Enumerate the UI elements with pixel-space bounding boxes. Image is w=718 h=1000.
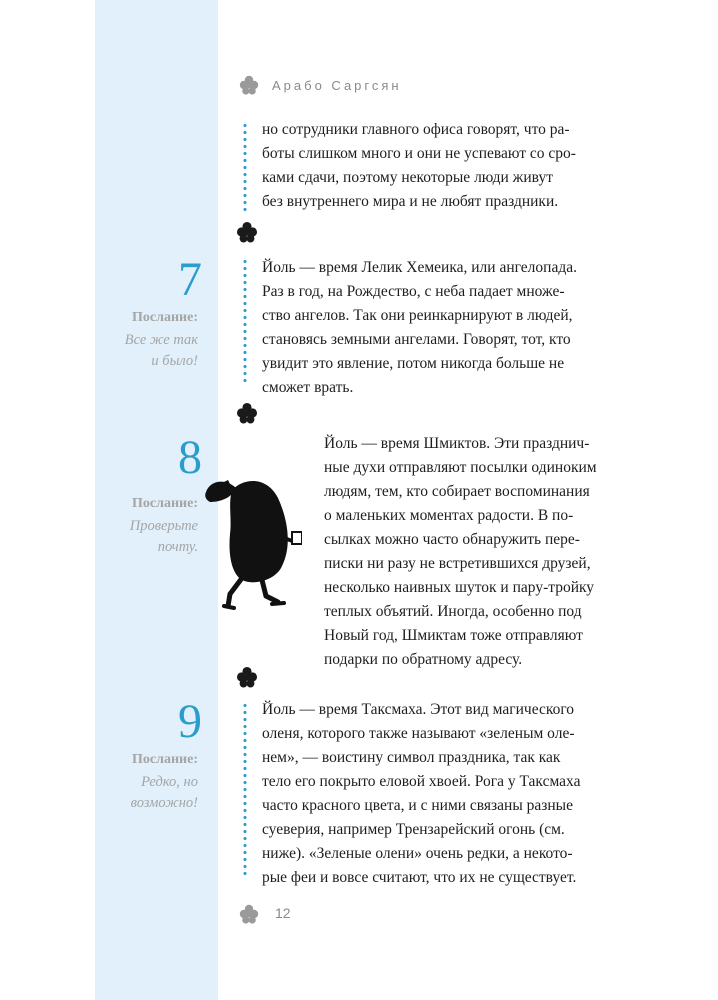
clover-divider-icon [235,401,259,425]
message-text: Проверьте почту. [129,518,198,555]
text-line: Йоль — время Лелик Хемеика, или ангелопада. [262,259,577,276]
text-line: но сотрудники главного офиса говорят, что ра- [262,121,570,138]
text-line: Йоль — время Шмиктов. Эти празднич- [324,435,590,452]
text-line: сылках можно часто обнаружить пере- [324,531,580,548]
message-text: Редко, но возможно! [130,774,198,811]
text-line: становясь земными ангелами. Говорят, тот, кто [262,331,571,348]
author-name: Арабо Саргсян [272,77,402,93]
text-line: ниже). «Зеленые олени» очень редки, а некото- [262,845,573,862]
text-line: нем», — воистину символ праздника, так как [262,749,561,766]
entry-paragraph [262,256,600,400]
text-line: оленя, которого также называют «зеленым оле- [262,725,575,742]
text-line: без внутреннего мира и не любят праздники. [262,193,559,210]
entry-paragraph [324,432,600,672]
message-text: Все же так и было! [124,332,198,369]
text-line: несколько наивных шуток и пару-тройку [324,579,595,596]
entry-number: 8 [178,431,202,484]
clover-icon [238,903,260,925]
text-line: рые феи и вовсе считают, что их не существует. [262,869,577,886]
text-line: Йоль — время Таксмаха. Этот вид магического [262,701,575,718]
intro-paragraph [262,118,600,214]
message-label: Послание: [132,310,198,325]
text-line: о маленьких моментах радости. В по- [324,507,574,524]
text-line: Новый год, Шмиктам тоже отправляют [324,627,583,644]
entry-number: 7 [178,253,202,306]
running-header [238,74,402,96]
text-line: сможет врать. [262,379,354,396]
text-line: Раз в год, на Рождество, с неба падает множе- [262,283,565,300]
text-line: теплых объятий. Иногда, особенно под [324,603,582,620]
shmikt-creature-illustration [202,476,302,611]
text-line: ство ангелов. Так они реинкарнируют в людей, [262,307,573,324]
text-line: суеверия, например Трензарейский огонь (см. [262,821,565,838]
text-line: увидит это явление, потом никогда больше не [262,355,565,372]
text-line: тело его покрыто еловой хвоей. Рога у Таксмаха [262,773,581,790]
message-label: Послание: [132,496,198,511]
dotted-rule [243,702,247,876]
text-line: подарки по обратному адресу. [324,651,523,668]
text-line: боты слишком много и они не успевают со сро- [262,145,576,162]
page-number: 12 [275,905,291,921]
clover-divider-icon [235,220,259,244]
clover-icon [238,74,260,96]
text-line: писки ни разу не встретившихся друзей, [324,555,591,572]
entry-number: 9 [178,695,202,748]
entry-paragraph [262,698,600,890]
message-label: Послание: [132,752,198,767]
text-line: ками сдачи, поэтому некоторые люди живут [262,169,553,186]
clover-divider-icon [235,665,259,689]
text-line: людям, тем, кто собирает воспоминания [324,483,590,500]
dotted-rule [243,258,247,386]
text-line: ные духи отправляют посылки одиноким [324,459,597,476]
dotted-rule [243,122,247,212]
text-line: часто красного цвета, и с ними связаны разные [262,797,573,814]
